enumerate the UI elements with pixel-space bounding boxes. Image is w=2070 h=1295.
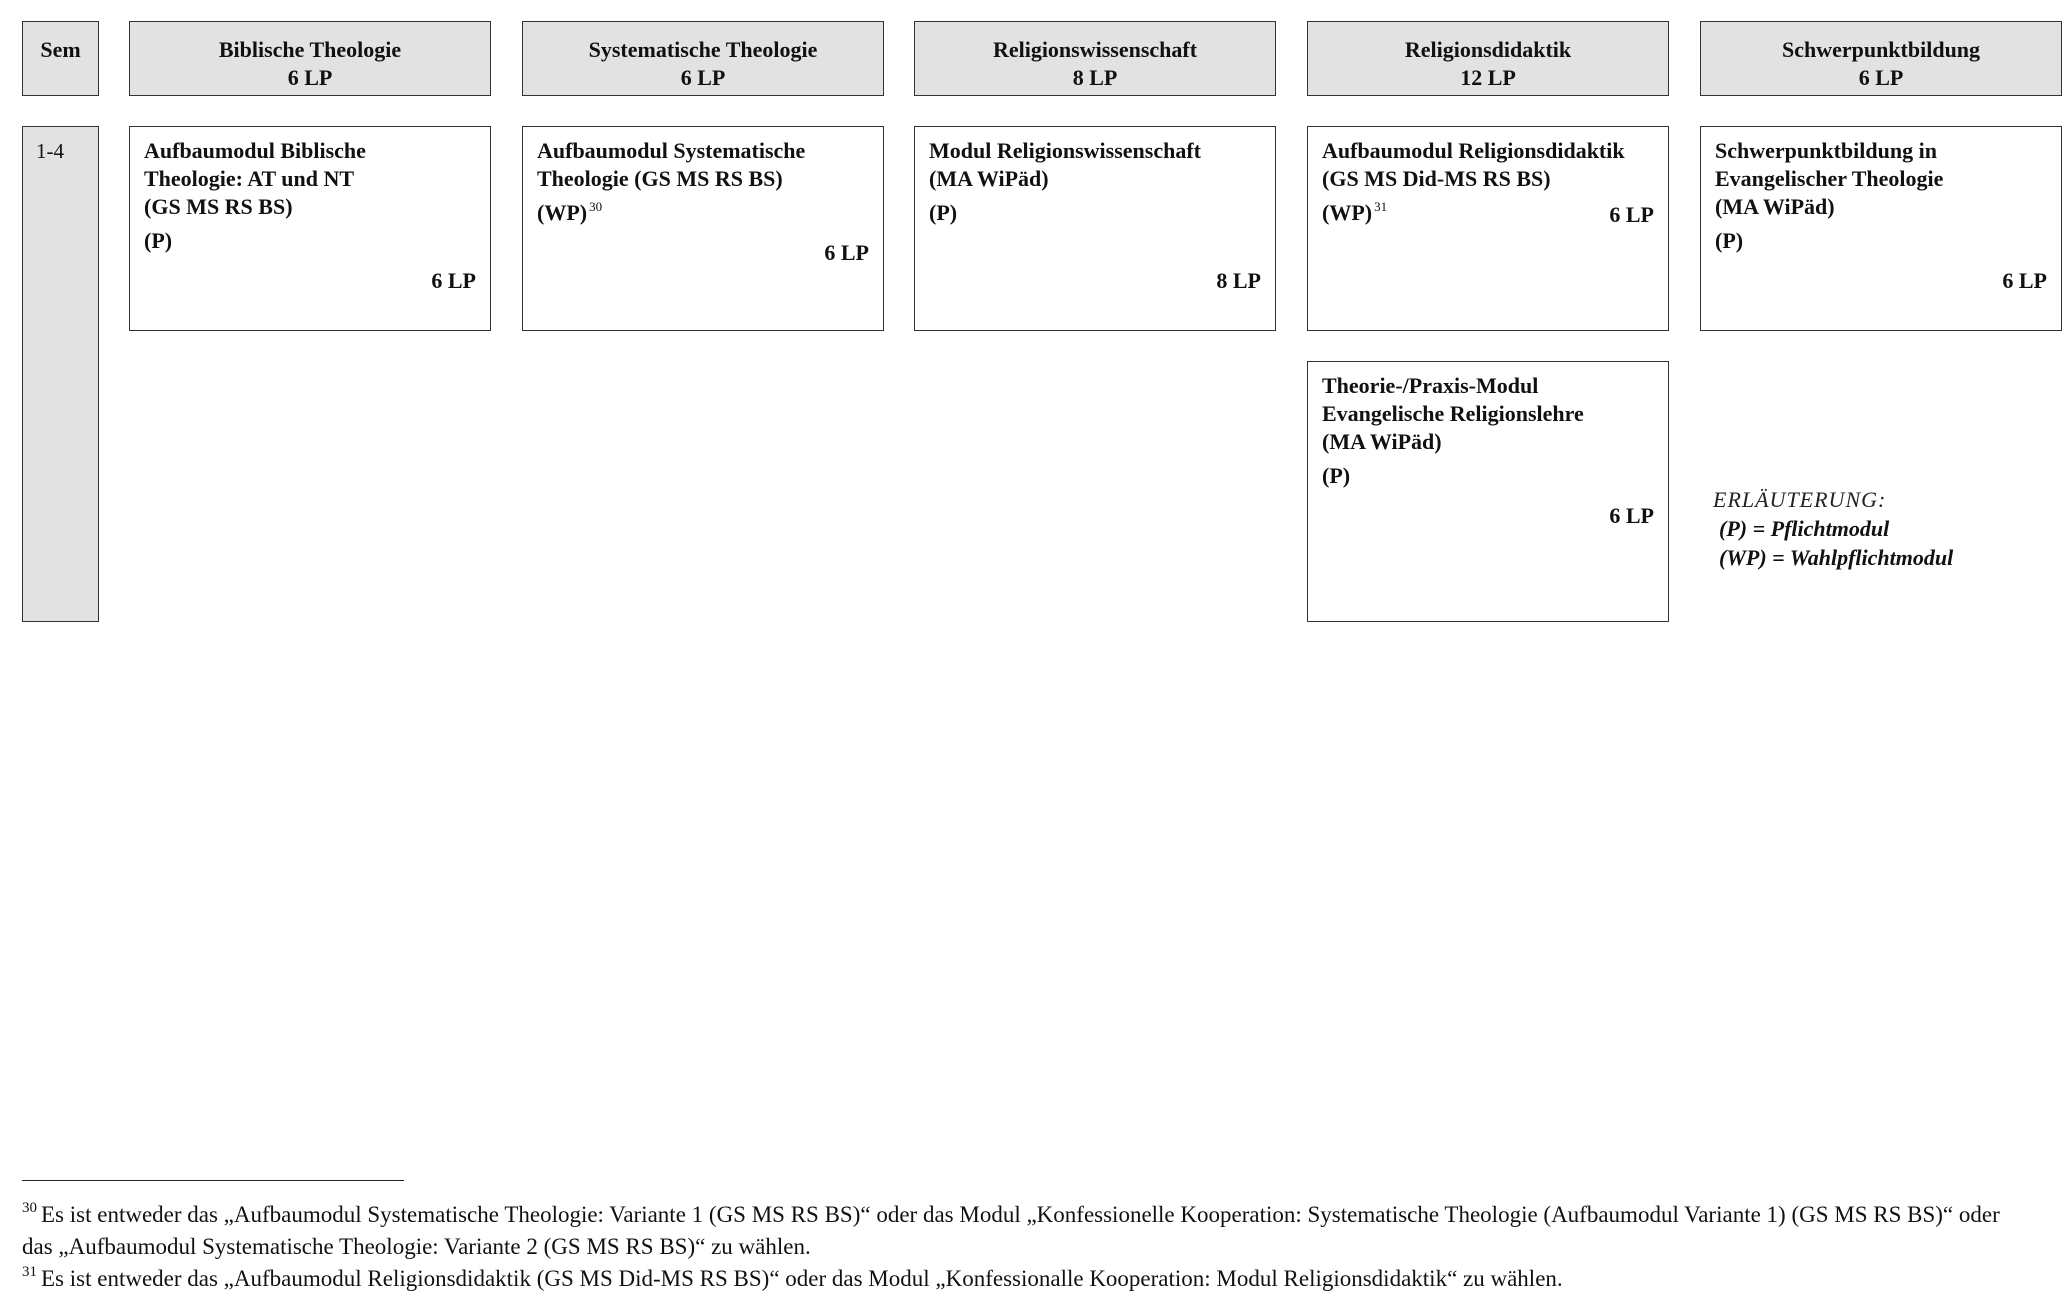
module-type: (P) (1322, 463, 1351, 488)
sem-header-label: Sem (40, 37, 81, 62)
module-type-wrapper (1322, 199, 1654, 227)
column-header-religionsdidaktik (1307, 21, 1669, 96)
module-schwerpunktbildung (1700, 126, 2062, 331)
module-aufbaumodul-systematische-theologie (522, 126, 884, 331)
column-title: Systematische Theologie (588, 37, 818, 62)
module-title-line: (GS MS Did-MS RS BS) (1322, 166, 1551, 191)
module-title-line: (MA WiPäd) (1715, 194, 1835, 219)
module-title-line: (MA WiPäd) (1322, 429, 1442, 454)
module-type-wrapper (537, 199, 869, 227)
footnote-ref: 31 (1374, 199, 1388, 214)
module-type: (P) (929, 200, 958, 225)
module-religionswissenschaft (914, 126, 1276, 331)
column-header-systematische-theologie (522, 21, 884, 96)
module-title-line: Aufbaumodul Systematische (537, 138, 806, 163)
module-title-line: (MA WiPäd) (929, 166, 1049, 191)
module-title-line: Aufbaumodul Biblische (144, 138, 366, 163)
module-credits: 6 LP (1609, 503, 1654, 528)
module-type: (P) (1715, 228, 1744, 253)
column-header-schwerpunktbildung (1700, 21, 2062, 96)
column-title: Biblische Theologie (218, 37, 402, 62)
column-header-biblische-theologie (129, 21, 491, 96)
module-aufbaumodul-religionsdidaktik (1307, 126, 1669, 331)
module-title-line: Theologie: AT und NT (144, 166, 355, 191)
module-type: (P) (144, 228, 173, 253)
column-credits: 6 LP (1858, 65, 1904, 90)
footnote-ref: 30 (589, 199, 603, 214)
module-title-line: Evangelischer Theologie (1715, 166, 1944, 191)
module-title-line: (GS MS RS BS) (144, 194, 293, 219)
footnote-number: 30 (22, 1200, 37, 1216)
module-credits: 8 LP (1216, 268, 1261, 293)
legend-item-pflichtmodul: (P) = Pflichtmodul (1719, 516, 1890, 541)
module-aufbaumodul-biblische-theologie (129, 126, 491, 331)
column-credits: 12 LP (1460, 65, 1516, 90)
module-title-line: Theorie-/Praxis-Modul (1322, 373, 1539, 398)
sem-header (22, 21, 99, 96)
footnote-text: Es ist entweder das „Aufbaumodul Religionsdidaktik (GS MS Did-MS RS BS)“ oder das Modul „Konfessionalle Kooperation: Modul Religionsdidaktik“ zu wählen. (41, 1266, 1563, 1291)
footnote-30 (22, 1199, 2022, 1263)
footnote-number: 31 (22, 1264, 37, 1280)
semester-label: 1-4 (36, 139, 64, 163)
module-title-line: Theologie (GS MS RS BS) (537, 166, 783, 191)
column-title: Religionsdidaktik (1404, 37, 1572, 62)
legend (1713, 485, 1953, 572)
column-credits: 6 LP (680, 65, 726, 90)
module-type: (WP) (537, 200, 588, 225)
column-credits: 8 LP (1072, 65, 1118, 90)
legend-item-wahlpflichtmodul: (WP) = Wahlpflichtmodul (1719, 545, 1954, 570)
module-theorie-praxis (1307, 361, 1669, 622)
module-title-line: Aufbaumodul Religionsdidaktik (1322, 138, 1625, 163)
module-title-line: Evangelische Religionslehre (1322, 401, 1584, 426)
module-credits: 6 LP (824, 240, 869, 265)
footnotes (22, 1199, 2022, 1295)
semester-column (22, 126, 99, 622)
column-header-religionswissenschaft (914, 21, 1276, 96)
module-title-line: Schwerpunktbildung in (1715, 138, 1937, 163)
footnote-text: Es ist entweder das „Aufbaumodul Systematische Theologie: Variante 1 (GS MS RS BS)“ oder das Modul „Konfessionelle Kooperation: Systematische Theologie (Aufbaumodul Variante 1) (GS MS RS BS)“ oder das „Aufbaumodul Systematische Theologie: Variante 2 (GS MS RS BS)“ zu wählen. (22, 1202, 2000, 1259)
legend-title: ERLÄUTERUNG: (1713, 487, 1887, 512)
footnote-separator (22, 1180, 404, 1181)
module-type: (WP) (1322, 200, 1373, 225)
module-title-line: Modul Religionswissenschaft (929, 138, 1201, 163)
footnote-31 (22, 1263, 2022, 1295)
column-title: Schwerpunktbildung (1781, 37, 1981, 62)
column-title: Religionswissenschaft (992, 37, 1198, 62)
module-credits: 6 LP (2002, 268, 2047, 293)
module-credits: 6 LP (431, 268, 476, 293)
column-credits: 6 LP (287, 65, 333, 90)
module-credits: 6 LP (1609, 202, 1654, 227)
